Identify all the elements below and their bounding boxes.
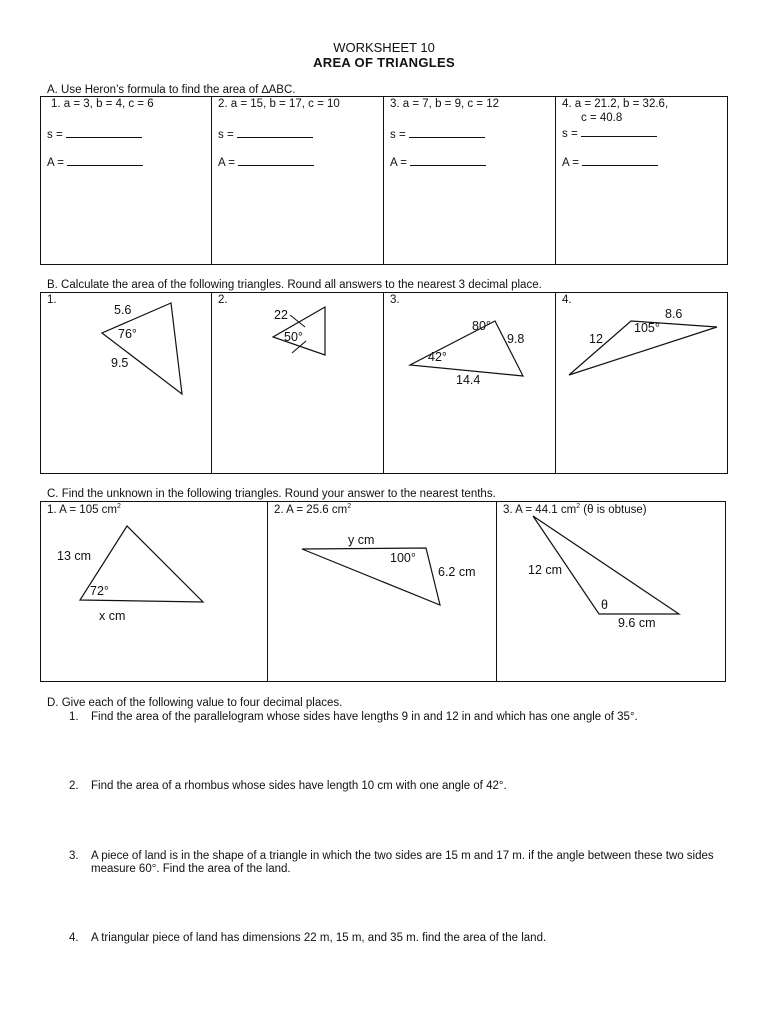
side-label: 9.8 xyxy=(507,332,525,346)
triangle-figure xyxy=(212,293,383,475)
side-label: 12 cm xyxy=(528,563,563,577)
section-d-instruction: D. Give each of the following value to four decimal places. xyxy=(47,697,343,709)
section-b-problem-2 xyxy=(212,293,384,474)
section-a-problem-4 xyxy=(556,97,728,265)
section-a-instruction: A. Use Heron’s formula to find the area of ∆ABC. xyxy=(47,84,296,96)
area-answer-line: A = xyxy=(47,155,143,169)
question-1-number: 1. xyxy=(69,711,79,723)
side-label: 9.6 cm xyxy=(618,616,656,630)
side-label: y cm xyxy=(348,533,375,547)
s-answer-line: s = xyxy=(390,127,485,141)
section-b-table xyxy=(40,292,728,474)
question-3-number: 3. xyxy=(69,850,79,862)
side-label: 22 xyxy=(274,308,288,322)
area-answer-line: A = xyxy=(390,155,486,169)
angle-label: 80° xyxy=(472,319,491,333)
problem-statement: 3. A = 44.1 $cm^2$ (θ is obtuse) xyxy=(503,503,647,516)
triangle-figure xyxy=(41,293,211,475)
triangle-figure xyxy=(268,502,496,683)
section-a-problem-1 xyxy=(41,97,212,265)
question-1-text: Find the area of the parallelogram whose sides have lengths 9 in and 12 in and which has one angle of 35°. xyxy=(91,711,638,723)
section-c-problem-1 xyxy=(41,502,268,682)
problem-label: 1. a = 3, b = 4, c = 6 xyxy=(51,98,154,110)
problem-number: 3. xyxy=(390,294,400,306)
side-label: 13 cm xyxy=(57,549,92,563)
triangle-figure xyxy=(41,502,267,683)
problem-label: 4. a = 21.2, b = 32.6, xyxy=(562,98,669,110)
angle-label: 50° xyxy=(284,330,303,344)
section-a-table xyxy=(40,96,728,265)
section-b-instruction: B. Calculate the area of the following triangles. Round all answers to the nearest 3 decimal place. xyxy=(47,279,542,291)
section-b-problem-3 xyxy=(384,293,556,474)
problem-statement: 2. A = 25.6 $cm^2$ xyxy=(274,503,352,516)
problem-label: 2. a = 15, b = 17, c = 10 xyxy=(218,98,340,110)
angle-label: 76° xyxy=(118,327,137,341)
angle-label: θ xyxy=(601,598,608,612)
area-answer-line: A = xyxy=(218,155,314,169)
angle-label: 100° xyxy=(390,551,416,565)
triangle-figure xyxy=(497,502,725,683)
side-label: 9.5 xyxy=(111,356,129,370)
side-label: 8.6 xyxy=(665,307,683,321)
angle-label: 42° xyxy=(428,350,447,364)
problem-number: 4. xyxy=(562,294,572,306)
section-c-table xyxy=(40,501,726,682)
side-label: 14.4 xyxy=(456,373,481,387)
section-a-problem-3 xyxy=(384,97,556,265)
question-2-number: 2. xyxy=(69,780,79,792)
triangle-figure xyxy=(556,293,727,475)
triangle-figure xyxy=(384,293,555,475)
s-answer-line: s = xyxy=(47,127,142,141)
section-b-problem-1 xyxy=(41,293,212,474)
side-label: 12 xyxy=(589,332,603,346)
question-3-text: A piece of land is in the shape of a triangle in which the two sides are 15 m and 17 m. if the angle between these two sides measure 60°. Find the area of the land. xyxy=(91,850,714,875)
side-label: x cm xyxy=(99,609,126,623)
section-c-instruction: C. Find the unknown in the following triangles. Round your answer to the nearest tenths. xyxy=(47,488,496,500)
s-answer-line: s = xyxy=(562,126,657,140)
problem-statement: 1. A = 105 $cm^2$ xyxy=(47,503,121,516)
problem-number: 1. xyxy=(47,294,57,306)
question-2-text: Find the area of a rhombus whose sides have length 10 cm with one angle of 42°. xyxy=(91,780,507,792)
s-answer-line: s = xyxy=(218,127,313,141)
angle-label: 105° xyxy=(634,321,660,335)
problem-label: 3. a = 7, b = 9, c = 12 xyxy=(390,98,500,110)
area-answer-line: A = xyxy=(562,155,658,169)
angle-label: 72° xyxy=(90,584,109,598)
section-a-problem-2 xyxy=(212,97,384,265)
worksheet-number: WORKSHEET 10 xyxy=(333,40,435,55)
question-4-number: 4. xyxy=(69,932,79,944)
side-label: 6.2 cm xyxy=(438,565,476,579)
side-label: 5.6 xyxy=(114,303,132,317)
section-c-problem-3 xyxy=(497,502,726,682)
problem-label-continued: c = 40.8 xyxy=(581,112,623,124)
problem-number: 2. xyxy=(218,294,228,306)
section-c-problem-2 xyxy=(268,502,497,682)
question-4-text: A triangular piece of land has dimensions 22 m, 15 m, and 35 m. find the area of the land. xyxy=(91,932,547,944)
worksheet-title: AREA OF TRIANGLES xyxy=(313,55,455,70)
section-b-problem-4 xyxy=(556,293,728,474)
